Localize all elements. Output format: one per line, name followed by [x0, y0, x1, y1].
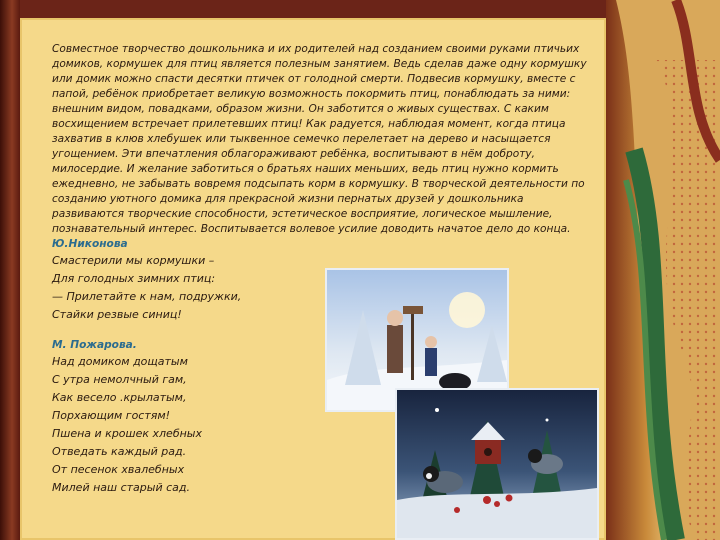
poem2-line: Как весело .крылатым,: [52, 391, 187, 404]
article-paragraph: Совместное творчество дошкольника и их родителей над созданием своими руками птичьих домиков, кормушек для птиц является полезным занятием. Ведь сделав даже одну кормушку или домик можно спасти десятки птичек от голодной смерти. Подвесив кормушку, вместе с папой, ребёнок приобретает великую возможность покормить птиц, понаблюдать за ними: внешним видом, повадками, образом жизни. Он заботится о живых существах. С каким восхищением встречает прилетевших птиц! Как радуется, наблюдая момент, когда птица захватив в клюв хлебушек или тыквенное семечко перелетает на дерево и насыщается угощением. Эти впечатления облагораживают ребёнка, воспитывают в нём доброту, милосердие. И желание заботиться о братьях наших меньших, ведь птиц нужно кормить ежедневно, не забывать вовремя подсыпать корм в кормушку. В творческой деятельности по созданию уютного домика для прекрасной жизни пернатых друзей у дошкольника развиваются творческие способности, эстетическое восприятие, логическое мышление, познавательный интерес. Воспитывается волевое усилие доводить начатое дело до конца.: [52, 43, 587, 235]
poem2-line: Пшена и крошек хлебных: [52, 427, 202, 440]
content-page: [20, 18, 606, 540]
poem1-line: Стайки резвые синиц!: [52, 308, 182, 321]
poem2-line: С утра немолчный гам,: [52, 373, 187, 386]
birdhouse-titmice-photo: [395, 388, 599, 540]
poem2-line: От песенок хвалебных: [52, 463, 185, 476]
poem2-line: Над домиком дощатым: [52, 355, 188, 368]
poem1-line: Для голодных зимних птиц:: [52, 272, 216, 285]
decorative-ornament: [606, 0, 720, 540]
poem1-line: Смастерили мы кормушки –: [52, 254, 215, 267]
left-frame-border: [0, 0, 20, 540]
poem2-line: Милей наш старый сад.: [52, 481, 190, 494]
right-decorative-border: [606, 0, 720, 540]
poem2-line: Порхающим гостям!: [52, 409, 171, 422]
poem1-author: Ю.Никонова: [52, 238, 128, 250]
poem2-author: М. Пожарова.: [52, 339, 137, 351]
poem1-line: — Прилетайте к нам, подружки,: [52, 290, 242, 303]
poem2-line: Отведать каждый рад.: [52, 445, 187, 458]
